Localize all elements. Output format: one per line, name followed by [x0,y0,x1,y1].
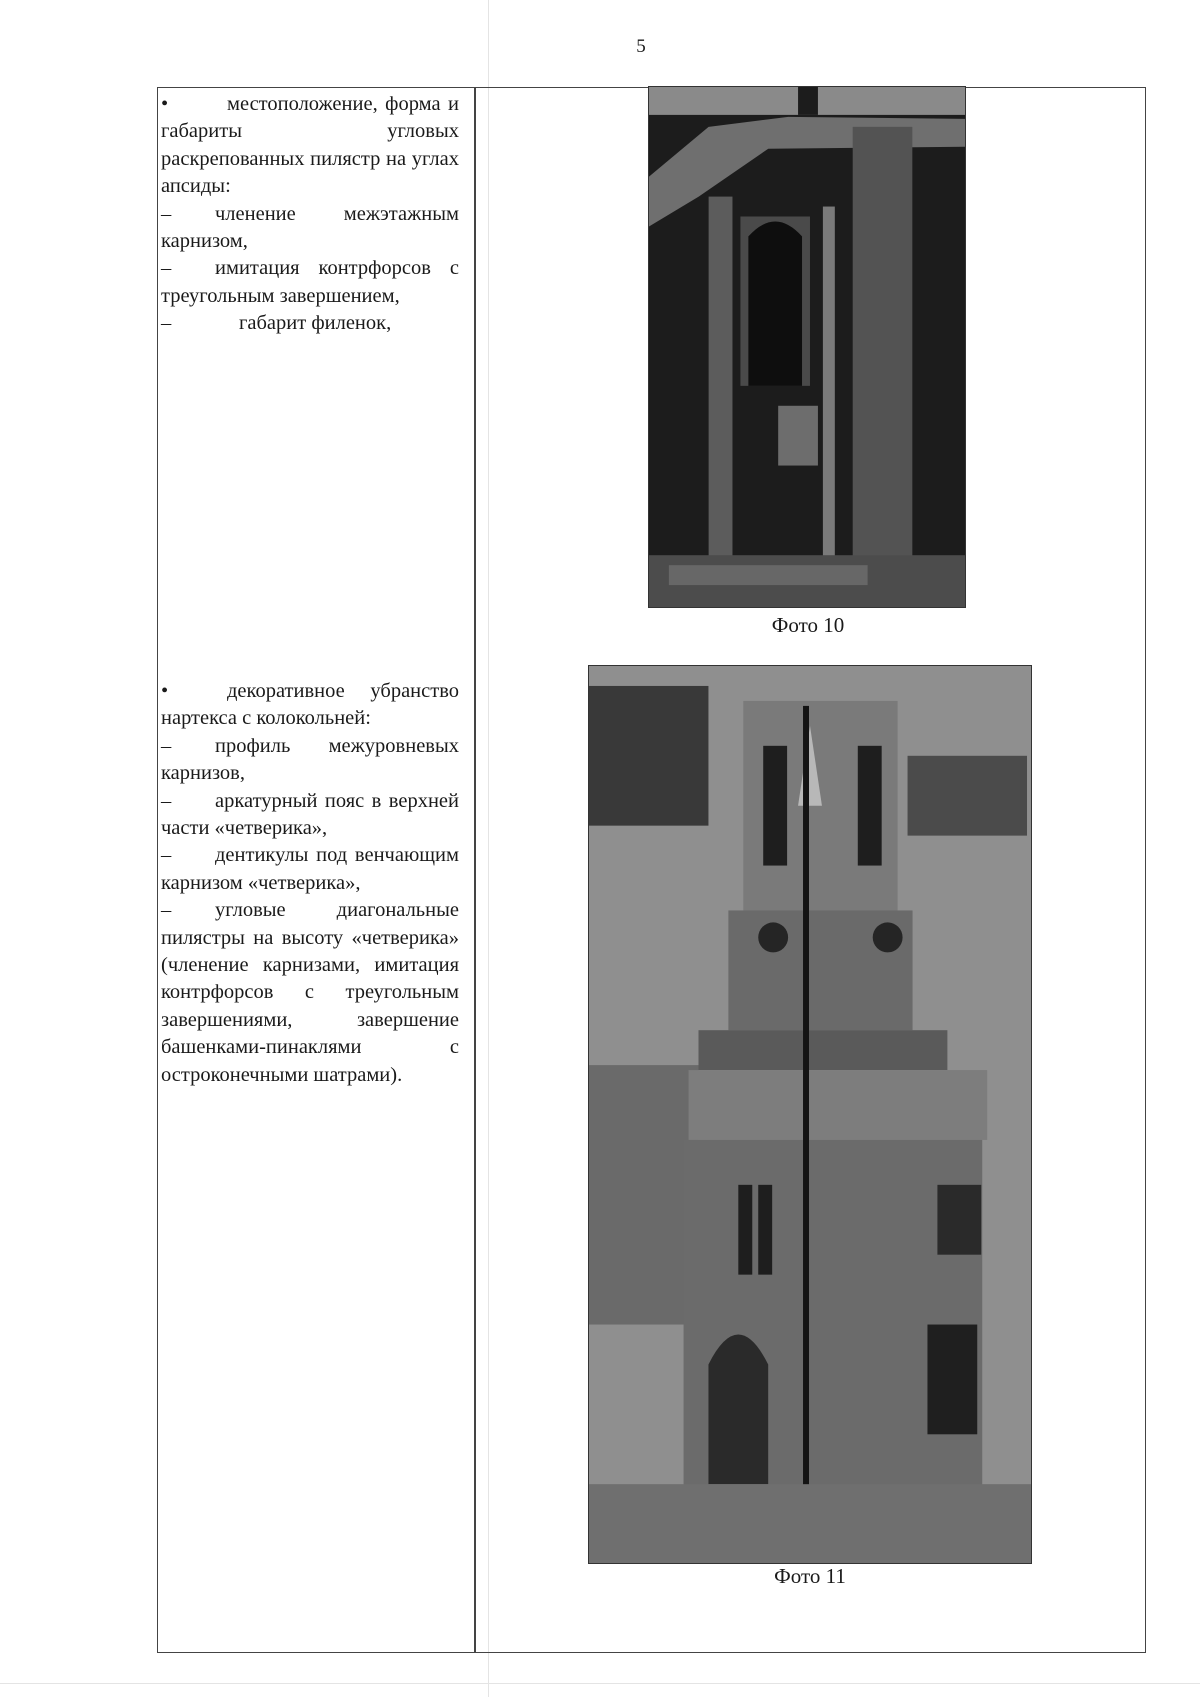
scan-bottom-line [0,1683,1200,1684]
bell-tower-photo [588,665,1032,1564]
column-divider [474,88,476,1652]
list-item: – членение межэтажным карнизом, [161,202,459,253]
bullet: • [161,680,169,702]
dash: – [161,257,172,280]
document-table [157,87,1146,1653]
dash: – [161,844,172,867]
feature-block-apse-pilasters [161,91,459,338]
dash: – [161,899,172,922]
block-intro: • местоположение, форма и габариты угловых раскрепованных пилястр на углах апсиды: [161,93,460,198]
dash: – [161,202,172,225]
photo-10-caption: Фото 10 [771,613,845,637]
list-item: – угловые диагональные пилястры на высоту «четверика» (членение карнизами, имитация контрфорсов с треугольным завершениями, завершение башенками-пинаклями с остроконечными шатрами). [161,899,459,1086]
list-item: – аркатурный пояс в верхней части «четверика», [161,789,459,840]
page-number: 5 [636,36,646,57]
bullet: • [161,93,169,115]
dash: – [161,734,172,757]
dash: – [161,312,172,335]
feature-block-narthex-bell-tower [161,678,459,1089]
church-apse-corner-photo [648,86,966,608]
block-intro: • декоративное убранство нартекса с колокольней: [161,680,459,730]
list-item: – имитация контрфорсов с треугольным завершением, [161,257,460,307]
list-item: – габарит филенок, [161,310,459,337]
photo-11-caption: Фото 11 [774,1564,846,1588]
list-item: – дентикулы под венчающим карнизом «четверика», [161,844,459,894]
list-item: – профиль межуровневых карнизов, [161,734,459,785]
dash: – [161,789,172,812]
